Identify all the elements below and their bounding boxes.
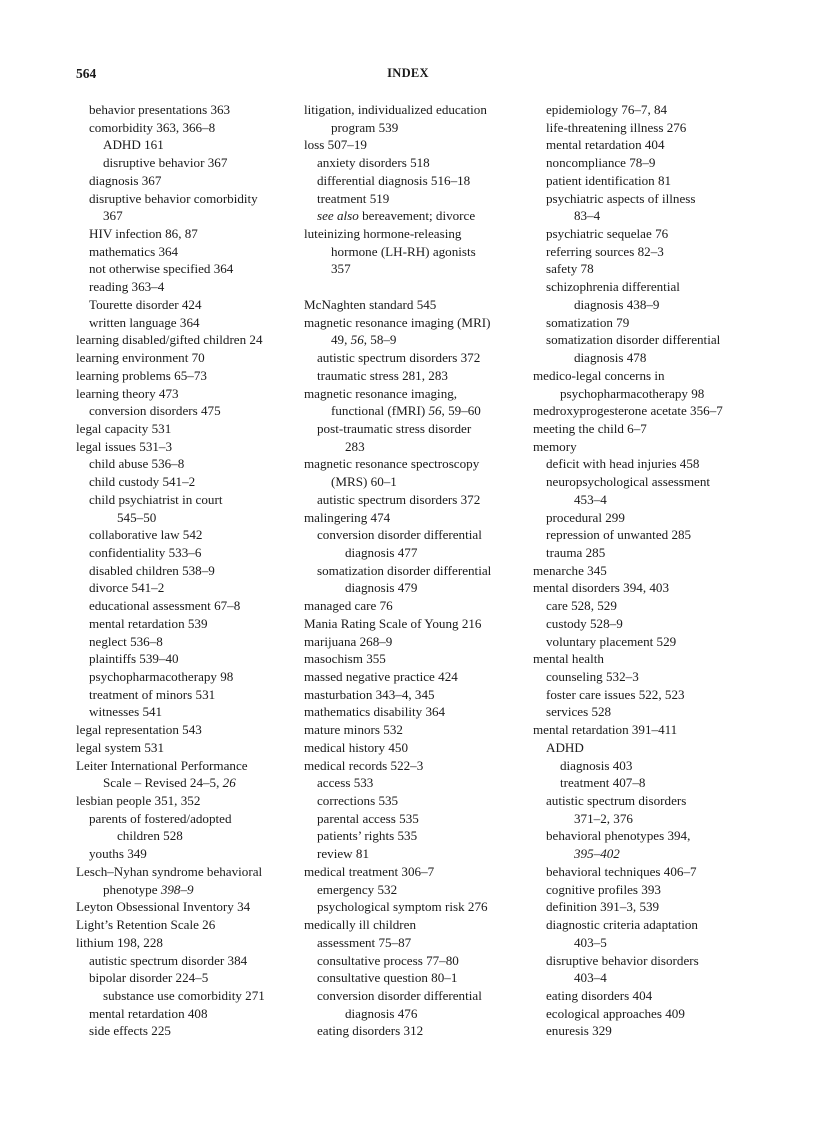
- index-entry: legal representation 543: [76, 722, 202, 738]
- index-entry: managed care 76: [304, 598, 393, 614]
- index-entry: diagnosis 438–9: [574, 296, 660, 312]
- index-entry: see also bereavement; divorce: [317, 208, 476, 224]
- index-entry: medically ill children: [304, 917, 416, 933]
- index-entry: confidentiality 533–6: [89, 544, 202, 560]
- index-entry: collaborative law 542: [89, 527, 203, 543]
- index-entry: mental retardation 404: [546, 137, 665, 153]
- index-entry: masochism 355: [304, 651, 386, 667]
- index-entry: children 528: [117, 828, 183, 844]
- index-entry: cognitive profiles 393: [546, 881, 661, 897]
- index-entry: safety 78: [546, 261, 594, 277]
- index-entry: parents of fostered/adopted: [89, 810, 232, 826]
- index-entry: Tourette disorder 424: [89, 296, 202, 312]
- index-entry: medroxyprogesterone acetate 356–7: [533, 403, 723, 419]
- index-entry: McNaghten standard 545: [304, 296, 437, 312]
- index-entry: side effects 225: [89, 1023, 171, 1039]
- index-entry: 403–4: [574, 970, 607, 986]
- index-entry: Leiter International Performance: [76, 757, 248, 773]
- index-entry: diagnosis 478: [574, 350, 647, 366]
- index-entry: psychiatric sequelae 76: [546, 226, 669, 242]
- index-entry: autistic spectrum disorders: [546, 793, 687, 809]
- index-entry: mental health: [533, 651, 604, 667]
- index-entry: learning disabled/gifted children 24: [76, 332, 263, 348]
- index-entry: counseling 532–3: [546, 669, 639, 684]
- index-entry: behavior presentations 363: [89, 102, 231, 117]
- index-entry: 403–5: [574, 934, 607, 950]
- index-entry: ecological approaches 409: [546, 1005, 685, 1021]
- index-entry: Lesch–Nyhan syndrome behavioral: [76, 863, 263, 879]
- index-entry: (MRS) 60–1: [331, 474, 397, 490]
- index-entry: services 528: [546, 704, 612, 720]
- index-entry: youths 349: [89, 846, 147, 862]
- index-entry: eating disorders 404: [546, 987, 653, 1003]
- index-entry: psychopharmacotherapy 98: [560, 385, 705, 401]
- index-entry: differential diagnosis 516–18: [317, 172, 471, 188]
- index-entry: disruptive behavior comorbidity: [89, 190, 258, 206]
- index-entry: magnetic resonance spectroscopy: [304, 456, 480, 472]
- index-entry: conversion disorder differential: [317, 987, 482, 1003]
- index-entry: mature minors 532: [304, 722, 403, 738]
- index-entry: learning theory 473: [76, 385, 179, 401]
- index-entry: 545–50: [117, 509, 157, 525]
- index-entry: patient identification 81: [546, 172, 672, 188]
- index-entry: 395–402: [574, 846, 620, 862]
- index-entry: massed negative practice 424: [304, 669, 458, 684]
- index-entry: phenotype 398–9: [103, 881, 194, 897]
- index-entry: luteinizing hormone-releasing: [304, 226, 462, 242]
- index-entry: Leyton Obsessional Inventory 34: [76, 899, 251, 915]
- index-entry: meeting the child 6–7: [533, 420, 647, 436]
- index-entry: program 539: [331, 119, 399, 135]
- index-entry: Mania Rating Scale of Young 216: [304, 615, 482, 631]
- index-entry: legal system 531: [76, 739, 165, 755]
- index-entry: 367: [103, 208, 123, 224]
- index-entry: life-threatening illness 276: [546, 119, 687, 135]
- index-entry: child abuse 536–8: [89, 456, 185, 472]
- index-entry: treatment 407–8: [560, 775, 646, 791]
- index-entry: educational assessment 67–8: [89, 598, 241, 614]
- index-entry: autistic spectrum disorders 372: [317, 350, 481, 366]
- index-entry: treatment of minors 531: [89, 686, 216, 702]
- index-entry: written language 364: [89, 314, 200, 330]
- index-entry: mental retardation 539: [89, 615, 208, 631]
- index-entry: ADHD 161: [103, 137, 164, 153]
- index-entry: anxiety disorders 518: [317, 155, 430, 171]
- index-entry: legal issues 531–3: [76, 438, 173, 454]
- index-entry: magnetic resonance imaging,: [304, 385, 458, 401]
- index-entry: memory: [533, 438, 577, 454]
- index-entry: learning environment 70: [76, 350, 205, 366]
- index-entry: lesbian people 351, 352: [76, 793, 201, 809]
- index-entry: magnetic resonance imaging (MRI): [304, 314, 491, 330]
- index-entry: legal capacity 531: [76, 420, 172, 436]
- index-entry: medical treatment 306–7: [304, 863, 435, 879]
- index-entry: divorce 541–2: [89, 580, 165, 596]
- index-entry: care 528, 529: [546, 598, 617, 614]
- index-entry: parental access 535: [317, 810, 419, 826]
- index-entry: epidemiology 76–7, 84: [546, 102, 668, 117]
- index-entry: diagnosis 476: [345, 1005, 418, 1021]
- index-entry: emergency 532: [317, 881, 398, 897]
- index-entry: not otherwise specified 364: [89, 261, 234, 277]
- index-entry: voluntary placement 529: [546, 633, 677, 649]
- index-entry: consultative process 77–80: [317, 952, 459, 968]
- index-entry: diagnosis 403: [560, 757, 633, 773]
- index-entry: enuresis 329: [546, 1023, 612, 1039]
- index-entry: reading 363–4: [89, 279, 165, 295]
- index-entry: child psychiatrist in court: [89, 491, 223, 507]
- index-entry: behavioral techniques 406–7: [546, 863, 697, 879]
- index-entry: 453–4: [574, 491, 607, 507]
- index-entry: custody 528–9: [546, 615, 623, 631]
- index-entry: functional (fMRI) 56, 59–60: [331, 403, 481, 419]
- index-entry: mental retardation 408: [89, 1005, 208, 1021]
- index-entry: autistic spectrum disorders 372: [317, 491, 481, 507]
- index-entry: Light’s Retention Scale 26: [76, 917, 216, 933]
- index-entry: post-traumatic stress disorder: [317, 420, 472, 436]
- index-entry: ADHD: [546, 739, 584, 755]
- index-entry: disabled children 538–9: [89, 562, 215, 578]
- index-entry: Scale – Revised 24–5, 26: [103, 775, 236, 791]
- index-entry: masturbation 343–4, 345: [304, 686, 435, 702]
- index-entry: mental disorders 394, 403: [533, 580, 670, 596]
- index-entry: conversion disorders 475: [89, 403, 221, 419]
- index-entry: patients’ rights 535: [317, 828, 418, 844]
- index-column-2: [304, 101, 491, 1040]
- index-entry: substance use comorbidity 271: [103, 987, 265, 1003]
- index-entry: consultative question 80–1: [317, 970, 458, 986]
- index-entry: procedural 299: [546, 509, 625, 525]
- index-entry: autistic spectrum disorder 384: [89, 952, 248, 968]
- index-entry: neuropsychological assessment: [546, 474, 710, 490]
- index-column-3: [533, 101, 723, 1040]
- index-entry: HIV infection 86, 87: [89, 226, 198, 242]
- index-entry: review 81: [317, 846, 369, 862]
- index-entry: noncompliance 78–9: [546, 155, 656, 171]
- running-head: INDEX: [387, 66, 429, 80]
- index-entry: plaintiffs 539–40: [89, 651, 179, 667]
- index-entry: diagnosis 479: [345, 580, 418, 596]
- index-entry: traumatic stress 281, 283: [317, 367, 448, 383]
- index-entry: medico-legal concerns in: [533, 367, 665, 383]
- index-entry: malingering 474: [304, 509, 391, 525]
- index-entry: medical records 522–3: [304, 757, 424, 773]
- index-entry: learning problems 65–73: [76, 367, 207, 383]
- index-entry: psychiatric aspects of illness: [546, 190, 696, 206]
- index-entry: hormone (LH-RH) agonists: [331, 243, 476, 259]
- index-entry: access 533: [317, 775, 374, 791]
- index-entry: psychopharmacotherapy 98: [89, 669, 234, 684]
- index-entry: comorbidity 363, 366–8: [89, 119, 216, 135]
- page-number: 564: [76, 66, 97, 81]
- index-entry: psychological symptom risk 276: [317, 899, 488, 915]
- index-entry: assessment 75–87: [317, 934, 412, 950]
- index-entry: neglect 536–8: [89, 633, 163, 649]
- index-entry: definition 391–3, 539: [546, 899, 660, 915]
- index-entry: child custody 541–2: [89, 474, 196, 490]
- index-entry: referring sources 82–3: [546, 243, 664, 259]
- index-entry: diagnostic criteria adaptation: [546, 917, 698, 933]
- index-entry: witnesses 541: [89, 704, 163, 720]
- index-spacer: [304, 278, 491, 296]
- index-entry: foster care issues 522, 523: [546, 686, 685, 702]
- index-entry: repression of unwanted 285: [546, 527, 692, 543]
- index-entry: menarche 345: [533, 562, 607, 578]
- index-entry: 371–2, 376: [574, 810, 633, 826]
- index-entry: deficit with head injuries 458: [546, 456, 700, 472]
- index-entry: 357: [331, 261, 351, 277]
- index-entry: conversion disorder differential: [317, 527, 482, 543]
- index-entry: mathematics disability 364: [304, 704, 446, 720]
- index-entry: disruptive behavior 367: [103, 155, 228, 171]
- index-entry: 49, 56, 58–9: [331, 332, 397, 348]
- index-entry: 83–4: [574, 208, 601, 224]
- index-entry: behavioral phenotypes 394,: [546, 828, 691, 844]
- index-entry: somatization 79: [546, 314, 630, 330]
- index-entry: corrections 535: [317, 793, 399, 809]
- index-column-1: [76, 101, 265, 1040]
- index-entry: eating disorders 312: [317, 1023, 424, 1039]
- index-entry: trauma 285: [546, 544, 606, 560]
- index-entry: diagnosis 367: [89, 172, 162, 188]
- index-entry: somatization disorder differential: [317, 562, 492, 578]
- index-entry: lithium 198, 228: [76, 934, 163, 950]
- index-entry: treatment 519: [317, 190, 390, 206]
- index-entry: diagnosis 477: [345, 544, 418, 560]
- index-entry: 283: [345, 438, 365, 454]
- index-entry: mathematics 364: [89, 243, 179, 259]
- index-entry: loss 507–19: [304, 137, 367, 153]
- index-entry: litigation, individualized education: [304, 102, 487, 117]
- index-entry: schizophrenia differential: [546, 279, 680, 295]
- index-entry: bipolar disorder 224–5: [89, 970, 209, 986]
- index-entry: medical history 450: [304, 739, 409, 755]
- index-entry: marijuana 268–9: [304, 633, 393, 649]
- index-entry: somatization disorder differential: [546, 332, 721, 348]
- index-entry: disruptive behavior disorders: [546, 952, 699, 968]
- index-entry: mental retardation 391–411: [533, 722, 678, 738]
